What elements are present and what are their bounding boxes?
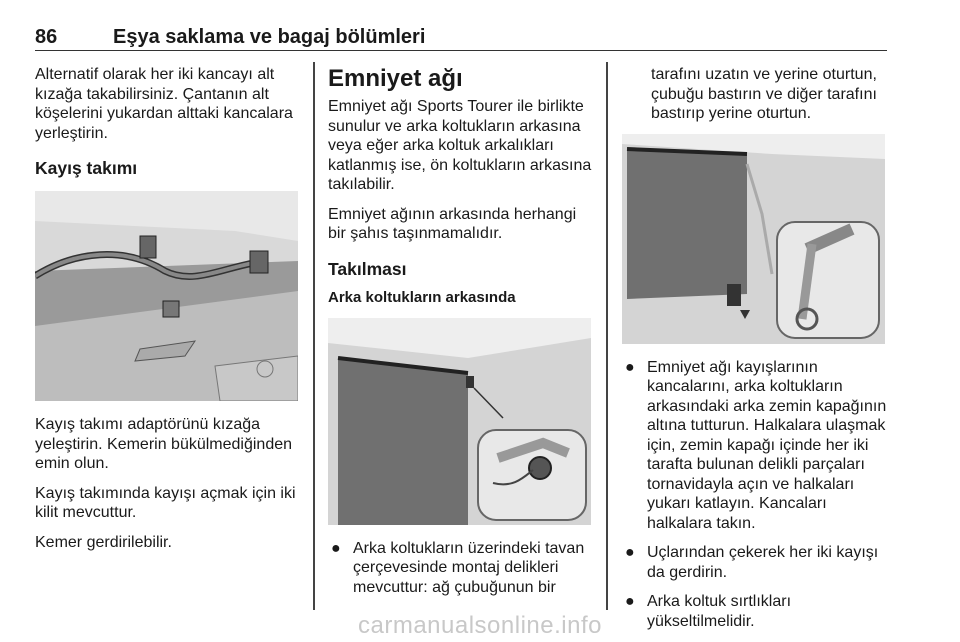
net-mounting-hole-illustration <box>328 318 591 525</box>
right-intro: tarafını uzatın ve yerine oturtun, çubuğu bastırın ve diğer tarafını bastırıp yerine oturtun. <box>651 66 877 122</box>
strap-kit-illustration <box>35 191 298 401</box>
left-paragraph-1: Kayış takımı adaptörünü kızağa yeleştirin. Kemerin bükülmediğinden emin olun. <box>35 416 293 472</box>
right-column <box>622 65 890 641</box>
bullet-icon: ● <box>625 544 635 561</box>
net-rod-press-illustration <box>622 134 885 344</box>
watermark: carmanualsonline.info <box>358 612 602 639</box>
section-heading-safety-net: Emniyet ağı <box>328 65 463 92</box>
list-item: ● Arka koltukların üzerindeki tavan çerçevesinde montaj delikleri mevcuttur: ağ çubuğunun bir <box>331 539 585 596</box>
column-divider-left <box>313 62 315 610</box>
list-item: ● Uçlarından çekerek her iki kayışı da gerdirin. <box>625 544 879 581</box>
page-number: 86 <box>35 26 58 48</box>
page-header <box>35 22 887 51</box>
section-heading-installation: Takılması <box>328 258 407 279</box>
page-title: Eşya saklama ve bagaj bölümleri <box>113 26 426 48</box>
left-paragraph-2: Kayış takımında kayışı açmak için iki kilit mevcuttur. <box>35 484 296 521</box>
left-column <box>35 65 303 562</box>
list-item: ● Arka koltuk sırtlıkları yükseltilmelidir. <box>625 593 792 630</box>
middle-column <box>328 65 593 607</box>
column-divider-right <box>606 62 608 610</box>
bullet-icon: ● <box>331 539 341 557</box>
bullet-icon: ● <box>625 593 635 610</box>
middle-paragraph-2: Emniyet ağının arkasında herhangi bir şahıs taşınmamalıdır. <box>328 205 577 242</box>
section-heading-strap-kit: Kayış takımı <box>35 158 138 178</box>
left-intro: Alternatif olarak her iki kancayı alt kızağa takabilirsiniz. Çantanın alt köşelerini yukardan alttaki kancalara yerleştirin. <box>35 66 293 142</box>
subsection-heading-behind-rear-seats: Arka koltukların arkasında <box>328 288 516 306</box>
bullet-icon: ● <box>625 358 635 376</box>
left-paragraph-3: Kemer gerdirilebilir. <box>35 533 172 551</box>
middle-paragraph-1: Emniyet ağı Sports Tourer ile birlikte sunulur ve arka koltukların arkasına veya eğer arka koltuk arkalıkları katlanmış ise, ön koltukların arkasına takılabilir. <box>328 98 592 193</box>
list-item: ● Emniyet ağı kayışlarının kancalarını, arka koltukların arkasındaki arka zemin kapağının altına tutturun. Halkalara ulaşmak için, zemin kapağı içinde her iki tarafta bulunan delikli parçaları tornavidayla açın ve halkaları yukarı katlayın. Kancaları halkalara takın. <box>625 358 887 532</box>
middle-bullet-list <box>328 539 593 598</box>
right-bullet-list <box>622 358 890 632</box>
